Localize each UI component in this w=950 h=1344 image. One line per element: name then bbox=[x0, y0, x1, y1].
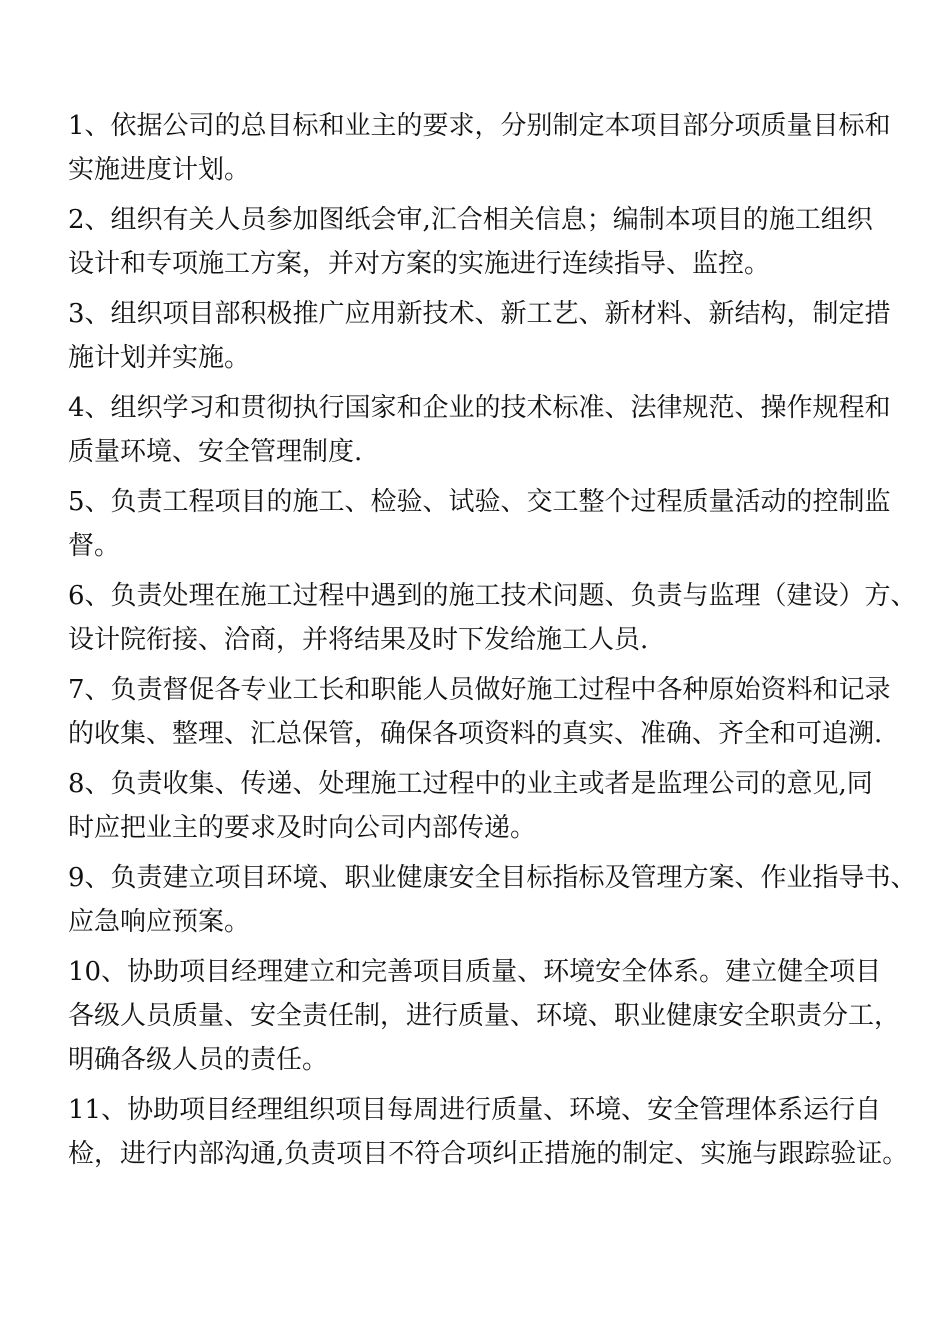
item-line: 5、负责工程项目的施工、检验、试验、交工整个过程质量活动的控制监 bbox=[68, 487, 891, 517]
document-body bbox=[68, 104, 917, 1182]
item-line: 的收集、整理、汇总保管，确保各项资料的真实、准确、齐全和可追溯. bbox=[68, 719, 883, 749]
list-item bbox=[68, 668, 898, 756]
item-line: 应急响应预案。 bbox=[68, 907, 251, 937]
item-line: 6、负责处理在施工过程中遇到的施工技术问题、负责与监理（建设）方、 bbox=[68, 581, 917, 611]
item-line: 时应把业主的要求及时向公司内部传递。 bbox=[68, 813, 537, 843]
item-line: 11、协助项目经理组织项目每周进行质量、环境、安全管理体系运行自 bbox=[68, 1095, 882, 1125]
item-line: 质量环境、安全管理制度. bbox=[68, 437, 363, 467]
item-line: 实施进度计划。 bbox=[68, 155, 251, 185]
list-item bbox=[68, 386, 898, 474]
item-line: 设计和专项施工方案，并对方案的实施进行连续指导、监控。 bbox=[68, 249, 771, 279]
list-item bbox=[68, 762, 898, 850]
list-item bbox=[68, 574, 917, 662]
list-item bbox=[68, 950, 901, 1082]
item-line: 7、负责督促各专业工长和职能人员做好施工过程中各种原始资料和记录 bbox=[68, 675, 891, 705]
item-line: 检，进行内部沟通,负责项目不符合项纠正措施的制定、实施与跟踪验证。 bbox=[68, 1139, 909, 1169]
item-line: 设计院衔接、洽商，并将结果及时下发给施工人员. bbox=[68, 625, 649, 655]
item-line: 1、依据公司的总目标和业主的要求，分别制定本项目部分项质量目标和 bbox=[68, 111, 891, 141]
item-line: 施计划并实施。 bbox=[68, 343, 251, 373]
list-item bbox=[68, 1088, 909, 1176]
item-line: 督。 bbox=[68, 531, 121, 561]
list-item bbox=[68, 292, 898, 380]
list-item bbox=[68, 104, 898, 192]
item-line: 3、组织项目部积极推广应用新技术、新工艺、新材料、新结构，制定措 bbox=[68, 299, 891, 329]
item-line: 各级人员质量、安全责任制，进行质量、环境、职业健康安全职责分工， bbox=[68, 1001, 901, 1031]
item-line: 4、组织学习和贯彻执行国家和企业的技术标准、法律规范、操作规程和 bbox=[68, 393, 891, 423]
list-item bbox=[68, 198, 898, 286]
item-line: 8、负责收集、传递、处理施工过程中的业主或者是监理公司的意见,同 bbox=[68, 769, 873, 799]
item-line: 9、负责建立项目环境、职业健康安全目标指标及管理方案、作业指导书、 bbox=[68, 863, 917, 893]
list-item bbox=[68, 480, 898, 568]
item-line: 明确各级人员的责任。 bbox=[68, 1045, 329, 1075]
item-line: 2、组织有关人员参加图纸会审,汇合相关信息；编制本项目的施工组织 bbox=[68, 205, 873, 235]
list-item bbox=[68, 856, 917, 944]
item-line: 10、协助项目经理建立和完善项目质量、环境安全体系。建立健全项目 bbox=[68, 957, 882, 987]
